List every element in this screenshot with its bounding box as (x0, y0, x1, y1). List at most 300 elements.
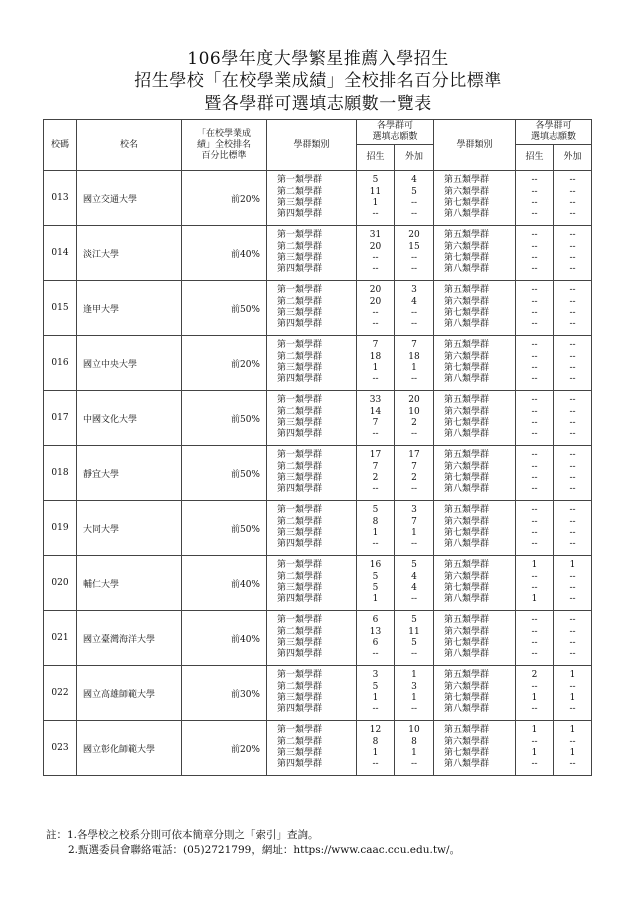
group-list-b-line: 第六類學群 (444, 241, 490, 252)
document-title-line-1: 106學年度大學繁星推薦入學招生 (187, 49, 449, 69)
recruit-b-line: -- (531, 736, 538, 747)
recruit-b-line: -- (531, 319, 538, 330)
extra-b-line: -- (569, 230, 576, 241)
recruit-a-line: -- (372, 484, 379, 495)
group-list-b (434, 391, 516, 446)
group-list-b-line: 第七類學群 (444, 308, 490, 318)
extra-b-line: -- (569, 681, 576, 692)
recruit-b-line: 1 (531, 594, 538, 605)
group-list-a-line: 第一類學群 (277, 340, 323, 351)
group-list-b (434, 446, 516, 501)
recruit-b (516, 611, 554, 666)
recruit-a (357, 391, 395, 446)
group-list-a (267, 611, 357, 666)
recruit-a-line: -- (372, 308, 379, 318)
extra-b-line: 1 (569, 560, 576, 571)
recruit-a (357, 281, 395, 336)
group-list-b-line: 第七類學群 (444, 363, 490, 373)
group-list-b-line: 第八類學群 (444, 264, 490, 275)
recruit-a (357, 336, 395, 391)
group-list-a-line: 第三類學群 (277, 528, 323, 538)
recruit-b (516, 501, 554, 556)
rank-standard: 前20% (182, 171, 267, 226)
group-list-a-line: 第四類學群 (277, 319, 323, 330)
group-list-a-line: 第一類學群 (277, 285, 323, 296)
school-code: 022 (44, 666, 77, 721)
group-list-b-line: 第五類學群 (444, 175, 490, 186)
group-list-a-line: 第四類學群 (277, 374, 323, 385)
table-row (44, 336, 592, 391)
extra-b-line: -- (569, 264, 576, 275)
group-list-a-line: 第三類學群 (277, 198, 323, 208)
extra-a-line: 11 (408, 626, 420, 637)
table-row (44, 501, 592, 556)
header-quota-b-line-2: 選填志願數 (531, 132, 577, 142)
recruit-b (516, 446, 554, 501)
group-list-a-line: 第二類學群 (277, 461, 323, 472)
recruit-a-line: 7 (372, 340, 379, 351)
recruit-a (357, 556, 395, 611)
group-list-b-line: 第五類學群 (444, 505, 490, 516)
recruit-a-line: 16 (369, 560, 382, 571)
group-list-a (267, 501, 357, 556)
extra-b-line: -- (569, 175, 576, 186)
recruit-a-line: -- (372, 253, 379, 263)
recruit-a (357, 611, 395, 666)
extra-a-line: -- (410, 319, 418, 330)
extra-a-line: 17 (408, 450, 420, 461)
extra-a-line: 2 (411, 418, 417, 428)
recruit-b-line: 1 (531, 560, 538, 571)
school-name: 國立臺灣海洋大學 (77, 611, 182, 666)
recruit-b-line: -- (531, 241, 538, 252)
group-list-a-line: 第二類學群 (277, 571, 323, 582)
group-list-a-line: 第三類學群 (277, 253, 323, 263)
extra-b-line: -- (569, 374, 576, 385)
group-list-a-line: 第一類學群 (277, 670, 323, 681)
recruit-b (516, 281, 554, 336)
extra-a-line: -- (410, 594, 418, 605)
recruit-a-line: 1 (372, 198, 379, 208)
header-group-b: 學群類別 (434, 120, 516, 171)
group-list-a-line: 第一類學群 (277, 175, 323, 186)
recruit-a-line: 33 (369, 395, 382, 406)
school-name: 中國文化大學 (77, 391, 182, 446)
extra-b (554, 281, 592, 336)
header-quota-a-line-2: 選填志願數 (372, 132, 418, 142)
group-list-b-line: 第八類學群 (444, 429, 490, 440)
recruit-a-line: 31 (369, 230, 382, 241)
extra-a-line: -- (410, 484, 418, 495)
group-list-a-line: 第一類學群 (277, 505, 323, 516)
recruit-b-line: -- (531, 539, 538, 550)
extra-b-line: -- (569, 308, 576, 318)
group-list-a-line: 第二類學群 (277, 406, 323, 417)
extra-a-line: -- (410, 429, 418, 440)
table-header (44, 120, 592, 171)
group-list-b-line: 第六類學群 (444, 186, 490, 197)
extra-b-line: -- (569, 319, 576, 330)
table-row (44, 391, 592, 446)
extra-b-line: -- (569, 638, 576, 648)
recruit-b (516, 336, 554, 391)
recruit-a-line: -- (372, 649, 379, 660)
extra-a (395, 391, 434, 446)
group-list-b-line: 第六類學群 (444, 461, 490, 472)
recruit-b-line: -- (531, 296, 538, 307)
group-list-b (434, 226, 516, 281)
recruit-a-line: 20 (369, 285, 382, 296)
group-list-a (267, 336, 357, 391)
extra-a-line: 20 (408, 230, 420, 241)
group-list-a-line: 第三類學群 (277, 583, 323, 593)
extra-b-line: -- (569, 351, 576, 362)
extra-b-line: 1 (569, 670, 576, 681)
group-list-b-line: 第八類學群 (444, 594, 490, 605)
group-list-a-line: 第四類學群 (277, 209, 323, 220)
extra-a-line: 5 (411, 638, 417, 648)
header-standard (182, 120, 267, 171)
recruit-b-line: -- (531, 198, 538, 208)
extra-a (395, 336, 434, 391)
extra-b-line: -- (569, 198, 576, 208)
recruit-a-line: 14 (369, 406, 382, 417)
recruit-b (516, 171, 554, 226)
table-row (44, 611, 592, 666)
recruit-a-line: 5 (372, 571, 379, 582)
recruit-b-line: -- (531, 615, 538, 626)
group-list-a-line: 第二類學群 (277, 186, 323, 197)
recruit-b-line: -- (531, 308, 538, 318)
recruit-a (357, 501, 395, 556)
group-list-a-line: 第四類學群 (277, 539, 323, 550)
extra-a-line: 3 (411, 681, 417, 692)
group-list-b-line: 第五類學群 (444, 230, 490, 241)
recruit-b-line: -- (531, 230, 538, 241)
recruit-b-line: -- (531, 759, 538, 770)
group-list-a (267, 281, 357, 336)
group-list-b-line: 第八類學群 (444, 759, 490, 770)
extra-b-line: -- (569, 583, 576, 593)
recruit-b-line: -- (531, 461, 538, 472)
rank-standard: 前50% (182, 281, 267, 336)
recruit-a (357, 226, 395, 281)
extra-b-line: -- (569, 296, 576, 307)
header-name: 校名 (77, 120, 182, 171)
extra-a-line: -- (410, 649, 418, 660)
extra-a (395, 226, 434, 281)
school-code: 015 (44, 281, 77, 336)
school-code: 013 (44, 171, 77, 226)
recruit-b-line: -- (531, 583, 538, 593)
recruit-b-line: -- (531, 253, 538, 263)
group-list-b-line: 第五類學群 (444, 725, 490, 736)
school-code: 017 (44, 391, 77, 446)
group-list-a-line: 第三類學群 (277, 363, 323, 373)
rank-standard: 前20% (182, 336, 267, 391)
group-list-a-line: 第三類學群 (277, 418, 323, 428)
recruit-a-line: 3 (372, 670, 379, 681)
recruit-b-line: -- (531, 505, 538, 516)
group-list-a-line: 第四類學群 (277, 649, 323, 660)
group-list-a (267, 391, 357, 446)
recruit-b-line: -- (531, 264, 538, 275)
extra-a-line: -- (410, 374, 418, 385)
recruit-a (357, 171, 395, 226)
group-list-b-line: 第六類學群 (444, 626, 490, 637)
extra-a-line: -- (410, 253, 418, 263)
group-list-a-line: 第一類學群 (277, 615, 323, 626)
header-standard-line-1: 「在校學業成 (196, 128, 251, 139)
group-list-b-line: 第八類學群 (444, 539, 490, 550)
group-list-b-line: 第五類學群 (444, 395, 490, 406)
extra-b-line: -- (569, 241, 576, 252)
recruit-b (516, 721, 554, 776)
rank-standard: 前40% (182, 611, 267, 666)
group-list-b (434, 171, 516, 226)
recruit-a-line: 5 (372, 505, 379, 516)
group-list-b-line: 第八類學群 (444, 704, 490, 715)
group-list-b-line: 第六類學群 (444, 406, 490, 417)
extra-a-line: 8 (411, 736, 417, 747)
recruit-a-line: -- (372, 319, 379, 330)
recruit-a (357, 666, 395, 721)
extra-a-line: -- (410, 209, 418, 220)
school-code: 018 (44, 446, 77, 501)
recruit-a-line: 6 (372, 638, 379, 648)
group-list-a-line: 第四類學群 (277, 264, 323, 275)
recruit-a-line: 5 (372, 681, 379, 692)
school-code: 020 (44, 556, 77, 611)
recruit-a-line: 1 (372, 528, 379, 538)
table-row (44, 446, 592, 501)
extra-a-line: 3 (411, 505, 417, 516)
recruit-a-line: 1 (372, 748, 379, 758)
extra-b-line: -- (569, 484, 576, 495)
group-list-a-line: 第三類學群 (277, 748, 323, 758)
extra-a-line: -- (410, 198, 418, 208)
extra-b-line: -- (569, 516, 576, 527)
recruit-a-line: 1 (372, 594, 379, 605)
footnotes (46, 828, 460, 858)
school-code: 019 (44, 501, 77, 556)
table-row (44, 556, 592, 611)
extra-a-line: 5 (411, 615, 417, 626)
extra-b-line: -- (569, 571, 576, 582)
recruit-a-line: 20 (369, 241, 382, 252)
group-list-a (267, 666, 357, 721)
recruit-a-line: -- (372, 209, 379, 220)
recruit-a (357, 721, 395, 776)
extra-a-line: 2 (411, 473, 417, 483)
extra-b (554, 391, 592, 446)
rank-standard: 前50% (182, 391, 267, 446)
extra-b-line: 1 (569, 725, 576, 736)
group-list-a-line: 第三類學群 (277, 693, 323, 703)
recruit-b-line: -- (531, 429, 538, 440)
school-code: 021 (44, 611, 77, 666)
group-list-a-line: 第三類學群 (277, 473, 323, 483)
extra-a-line: -- (410, 759, 418, 770)
group-list-b-line: 第六類學群 (444, 736, 490, 747)
group-list-a-line: 第二類學群 (277, 241, 323, 252)
school-name: 國立中央大學 (77, 336, 182, 391)
group-list-b-line: 第八類學群 (444, 649, 490, 660)
extra-a-line: 4 (411, 296, 417, 307)
school-name: 國立交通大學 (77, 171, 182, 226)
table-body (44, 171, 592, 776)
recruit-a-line: -- (372, 429, 379, 440)
group-list-b (434, 336, 516, 391)
header-quota-a-line-1: 各學群可 (377, 121, 414, 131)
extra-a-line: 1 (411, 670, 417, 681)
extra-a-line: 5 (411, 560, 417, 571)
recruit-b-line: 1 (531, 725, 538, 736)
school-code: 023 (44, 721, 77, 776)
extra-a (395, 281, 434, 336)
recruit-a-line: -- (372, 539, 379, 550)
recruit-a-line: 7 (372, 418, 379, 428)
admission-table (43, 119, 592, 776)
header-standard-line-3: 百分比標準 (201, 150, 247, 161)
extra-a-line: 1 (411, 363, 417, 373)
extra-b (554, 171, 592, 226)
extra-a-line: 3 (411, 285, 417, 296)
extra-b (554, 501, 592, 556)
extra-a (395, 446, 434, 501)
recruit-b-line: 2 (531, 670, 538, 681)
group-list-b-line: 第七類學群 (444, 583, 490, 593)
extra-a-line: 1 (411, 693, 417, 703)
recruit-b-line: -- (531, 395, 538, 406)
recruit-a-line: 8 (372, 516, 379, 527)
group-list-a-line: 第一類學群 (277, 560, 323, 571)
extra-a-line: 4 (411, 571, 417, 582)
extra-b-line: -- (569, 615, 576, 626)
group-list-a-line: 第二類學群 (277, 351, 323, 362)
group-list-b-line: 第六類學群 (444, 516, 490, 527)
school-name: 國立彰化師範大學 (77, 721, 182, 776)
group-list-a-line: 第四類學群 (277, 759, 323, 770)
group-list-a-line: 第四類學群 (277, 704, 323, 715)
group-list-b-line: 第六類學群 (444, 681, 490, 692)
group-list-a-line: 第四類學群 (277, 484, 323, 495)
recruit-b-line: -- (531, 516, 538, 527)
rank-standard: 前30% (182, 666, 267, 721)
recruit-a-line: 13 (369, 626, 382, 637)
recruit-b-line: -- (531, 340, 538, 351)
group-list-a (267, 171, 357, 226)
recruit-a-line: 20 (369, 296, 382, 307)
extra-a-line: 15 (408, 241, 420, 252)
recruit-a-line: 5 (372, 583, 379, 593)
extra-b-line: -- (569, 649, 576, 660)
group-list-b-line: 第七類學群 (444, 638, 490, 648)
school-code: 014 (44, 226, 77, 281)
extra-b (554, 666, 592, 721)
extra-b (554, 336, 592, 391)
school-name: 輔仁大學 (77, 556, 182, 611)
extra-b-line: -- (569, 429, 576, 440)
group-list-b-line: 第七類學群 (444, 473, 490, 483)
group-list-a-line: 第二類學群 (277, 736, 323, 747)
group-list-b-line: 第八類學群 (444, 209, 490, 220)
extra-b-line: -- (569, 736, 576, 747)
extra-b-line: -- (569, 473, 576, 483)
recruit-b-line: -- (531, 351, 538, 362)
rank-standard: 前40% (182, 556, 267, 611)
group-list-b-line: 第七類學群 (444, 418, 490, 428)
group-list-b-line: 第五類學群 (444, 670, 490, 681)
group-list-b (434, 721, 516, 776)
extra-b-line: -- (569, 461, 576, 472)
recruit-b-line: -- (531, 649, 538, 660)
extra-a-line: -- (410, 264, 418, 275)
header-quota-b-line-1: 各學群可 (535, 121, 572, 131)
rank-standard: 前40% (182, 226, 267, 281)
recruit-b-line: -- (531, 704, 538, 715)
recruit-a-line: 2 (372, 473, 379, 483)
group-list-a (267, 446, 357, 501)
group-list-b (434, 501, 516, 556)
extra-a-line: 4 (411, 583, 417, 593)
table-row (44, 171, 592, 226)
extra-a-line: 10 (408, 406, 420, 417)
footnote-1: 註：1.各學校之校系分則可依本簡章分則之「索引」查詢。 (46, 829, 319, 841)
group-list-a-line: 第三類學群 (277, 308, 323, 318)
header-quota-b (516, 120, 592, 145)
extra-a (395, 501, 434, 556)
group-list-a-line: 第一類學群 (277, 725, 323, 736)
group-list-a-line: 第二類學群 (277, 626, 323, 637)
extra-a-line: -- (410, 308, 418, 318)
recruit-a-line: -- (372, 374, 379, 385)
extra-b-line: -- (569, 626, 576, 637)
extra-b (554, 721, 592, 776)
recruit-b-line: -- (531, 285, 538, 296)
group-list-a-line: 第三類學群 (277, 638, 323, 648)
group-list-a (267, 226, 357, 281)
recruit-a-line: 17 (369, 450, 382, 461)
group-list-a-line: 第二類學群 (277, 681, 323, 692)
table-row (44, 226, 592, 281)
extra-b-line: -- (569, 406, 576, 417)
group-list-a-line: 第二類學群 (277, 516, 323, 527)
recruit-b-line: 1 (531, 693, 538, 703)
document-title-line-2: 招生學校「在校學業成績」全校排名百分比標準 (134, 71, 502, 91)
recruit-a-line: 11 (369, 186, 382, 197)
extra-b-line: -- (569, 704, 576, 715)
school-name: 淡江大學 (77, 226, 182, 281)
group-list-a-line: 第二類學群 (277, 296, 323, 307)
group-list-b-line: 第五類學群 (444, 450, 490, 461)
group-list-a-line: 第一類學群 (277, 230, 323, 241)
recruit-b-line: -- (531, 418, 538, 428)
extra-a-line: 5 (411, 186, 417, 197)
group-list-b-line: 第七類學群 (444, 748, 490, 758)
school-code: 016 (44, 336, 77, 391)
group-list-b (434, 611, 516, 666)
footnote-2: 2.甄選委員會聯絡電話：(05)2721799，網址：https://www.caac.ccu.edu.tw/。 (68, 844, 461, 856)
recruit-a (357, 446, 395, 501)
recruit-a-line: 18 (369, 351, 382, 362)
extra-a-line: 1 (411, 528, 417, 538)
recruit-b-line: -- (531, 406, 538, 417)
recruit-a-line: 7 (372, 461, 379, 472)
group-list-b (434, 281, 516, 336)
extra-b-line: -- (569, 285, 576, 296)
recruit-b-line: -- (531, 638, 538, 648)
